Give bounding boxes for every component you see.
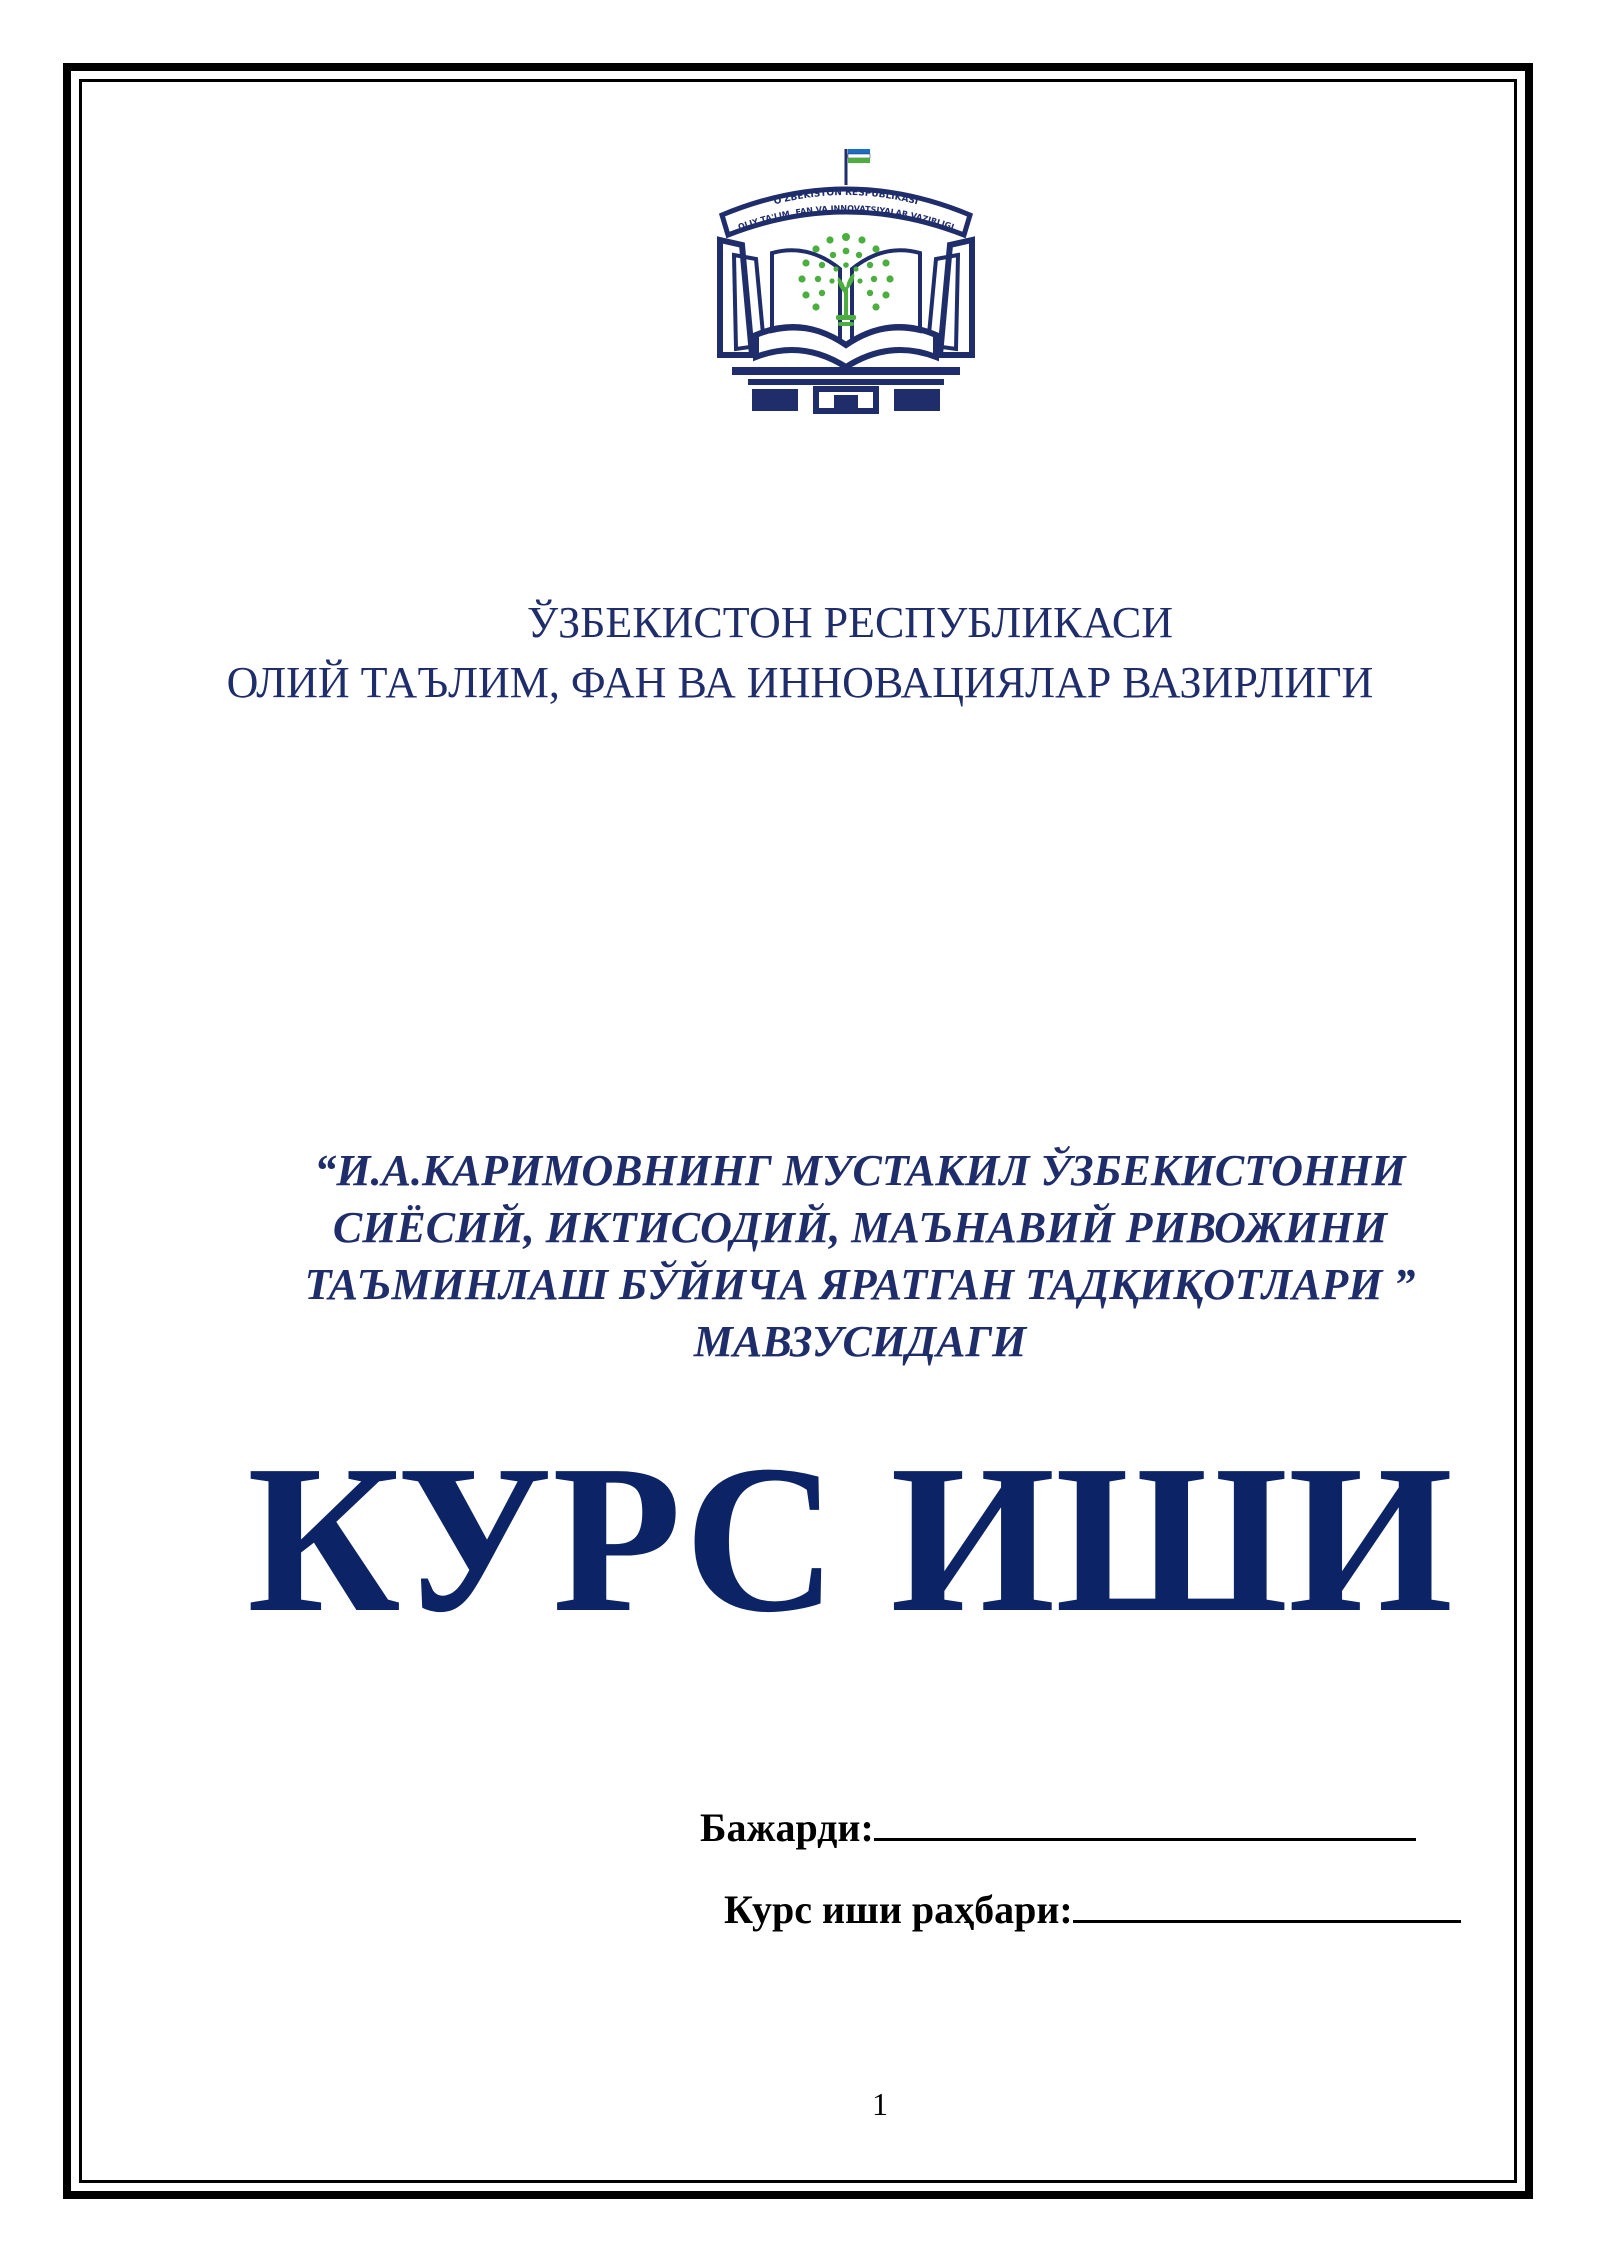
document-type-title: КУРС ИШИ	[247, 1421, 1453, 1656]
ministry-heading	[100, 593, 1600, 713]
performed-by-label: Бажарди:	[700, 1805, 874, 1850]
topic-line-2: СИЁСИЙ, ИКТИСОДИЙ, МАЪНАВИЙ РИВОЖИНИ	[332, 1203, 1388, 1252]
topic-line-4: МАВЗУСИДАГИ	[693, 1317, 1027, 1366]
course-work-topic	[260, 1142, 1460, 1370]
page-number: 1	[872, 2086, 888, 2122]
emblem-arc-text-2: OLIY TA'LIM, FAN VA INNOVATSIYALAR VAZIRLIGI	[736, 203, 956, 232]
supervisor-label: Курс иши раҳбари:	[724, 1887, 1073, 1932]
performed-by-field	[700, 1804, 1416, 1851]
ministry-line-2: ОЛИЙ ТАЪЛИМ, ФАН ВА ИННОВАЦИЯЛАР ВАЗИРЛИГИ	[226, 658, 1374, 707]
ministry-line-1: ЎЗБЕКИСТОН РЕСПУБЛИКАСИ	[526, 598, 1174, 647]
performed-by-blank-line	[874, 1804, 1416, 1841]
ministry-emblem-logo	[712, 145, 980, 415]
topic-line-3: ТАЪМИНЛАШ БЎЙИЧА ЯРАТГАН ТАДҚИҚОТЛАРИ ”	[304, 1260, 1416, 1309]
supervisor-blank-line	[1073, 1886, 1461, 1923]
emblem-arc-text-1: O'ZBEKISTON RESPUBLIKASI	[772, 187, 920, 208]
topic-line-1: “И.А.КАРИМОВНИНГ МУСТАКИЛ ЎЗБЕКИСТОННИ	[314, 1146, 1406, 1195]
supervisor-field	[724, 1886, 1461, 1933]
